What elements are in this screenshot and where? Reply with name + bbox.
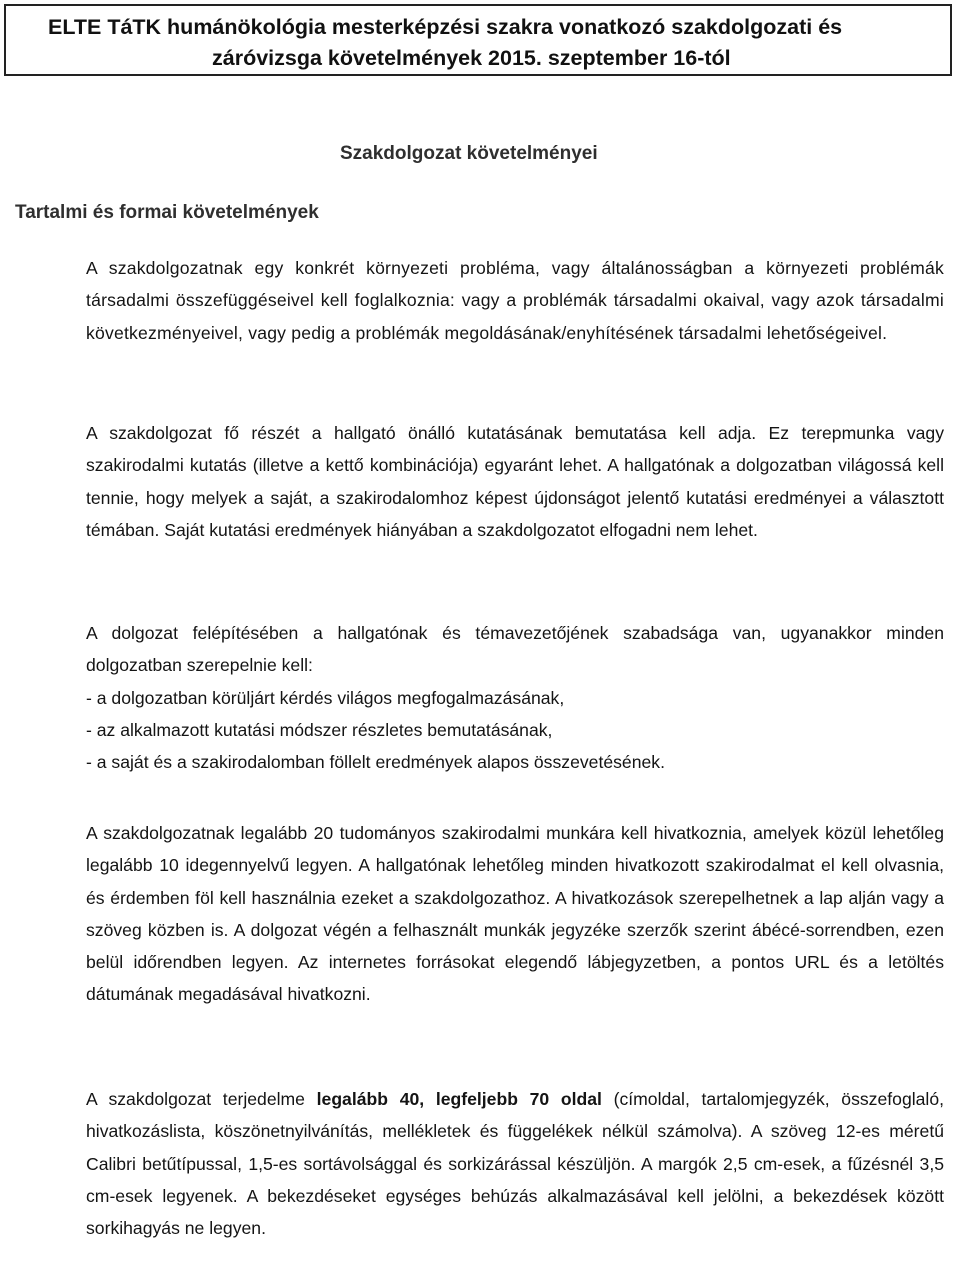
subsection-heading: Tartalmi és formai követelmények (15, 202, 319, 223)
section-heading: Szakdolgozat követelményei (340, 143, 598, 164)
paragraph-research (86, 417, 944, 546)
paragraph-length-text (86, 1083, 944, 1244)
list-item: - a dolgozatban körüljárt kérdés világos megfogalmazásának, (86, 687, 565, 708)
list-item: - az alkalmazott kutatási módszer részletes bemutatásának, (86, 719, 553, 740)
paragraph-research-text: A szakdolgozat fő részét a hallgató önálló kutatásának bemutatása kell adja. Ez terepmunka vagy szakirodalmi kutatás (illetve a kettő kombinációja) egyaránt lehet. A hallgatónak a dolgozatban világossá kell tennie, hogy melyek a saját, a szakirodalomhoz képest újdonságot jelentő kutatási eredményei a választott témában. Saját kutatási eredmények hiányában a szakdolgozatot elfogadni nem lehet. (86, 423, 944, 540)
document-title-line-1: ELTE TáTK humánökológia mesterképzési szakra vonatkozó szakdolgozati és (48, 15, 843, 39)
document-title-box (4, 4, 952, 76)
paragraph-references (86, 817, 944, 1011)
paragraph-length-start: A szakdolgozat terjedelme (86, 1089, 317, 1109)
paragraph-topic-text: A szakdolgozatnak egy konkrét környezeti probléma, vagy általánosságban a környezeti problémák társadalmi összefüggéseivel kell foglalkoznia: vagy a problémák társadalmi okaival, vagy azok társadalmi következményeivel, vagy pedig a problémák megoldásának/enyhítésének társadalmi lehetőségeivel. (86, 258, 944, 343)
paragraph-length-rest: (címoldal, tartalomjegyzék, összefoglaló, hivatkozáslista, köszönetnyilvánítás, mellékletek és függelékek nélkül számolva). A szöveg 12-es méretű Calibri betűtípussal, 1,5-es sortávolsággal és sorkizárással készüljön. A margók 2,5 cm-esek, a fűzésnél 3,5 cm-esek legyenek. A bekezdéseket egységes behúzás alkalmazásával kell jelölni, a bekezdések között sorkihagyás ne legyen. (86, 1089, 945, 1239)
list-item: - a saját és a szakirodalomban föllelt eredmények alapos összevetésének. (86, 752, 665, 773)
page-limit-emphasis: legalább 40, legfeljebb 70 oldal (316, 1089, 602, 1109)
paragraph-structure (86, 617, 944, 778)
paragraph-structure-intro: A dolgozat felépítésében a hallgatónak és témavezetőjének szabadsága van, ugyanakkor minden dolgozatban szerepelnie kell: (86, 623, 944, 676)
paragraph-length (86, 1083, 944, 1244)
paragraph-topic (86, 252, 944, 349)
paragraph-references-text: A szakdolgozatnak legalább 20 tudományos szakirodalmi munkára kell hivatkoznia, amelyek közül lehetőleg legalább 10 idegennyelvű legyen. A hallgatónak lehetőleg minden hivatkozott szakirodalmat el kell olvasnia, és érdemben föl kell használnia ezeket a szakdolgozathoz. A hivatkozások szerepelhetnek a lap alján vagy a szöveg közben is. A dolgozat végén a felhasznált munkák jegyzéke szerzők szerint ábécé-sorrendben, ezen belül időrendben legyen. Az internetes forrásokat elegendő lábjegyzetben, a pontos URL és a letöltés dátumának megadásával hivatkozni. (86, 823, 944, 1005)
document-title-line-2: záróvizsga követelmények 2015. szeptember 16-tól (212, 46, 731, 70)
